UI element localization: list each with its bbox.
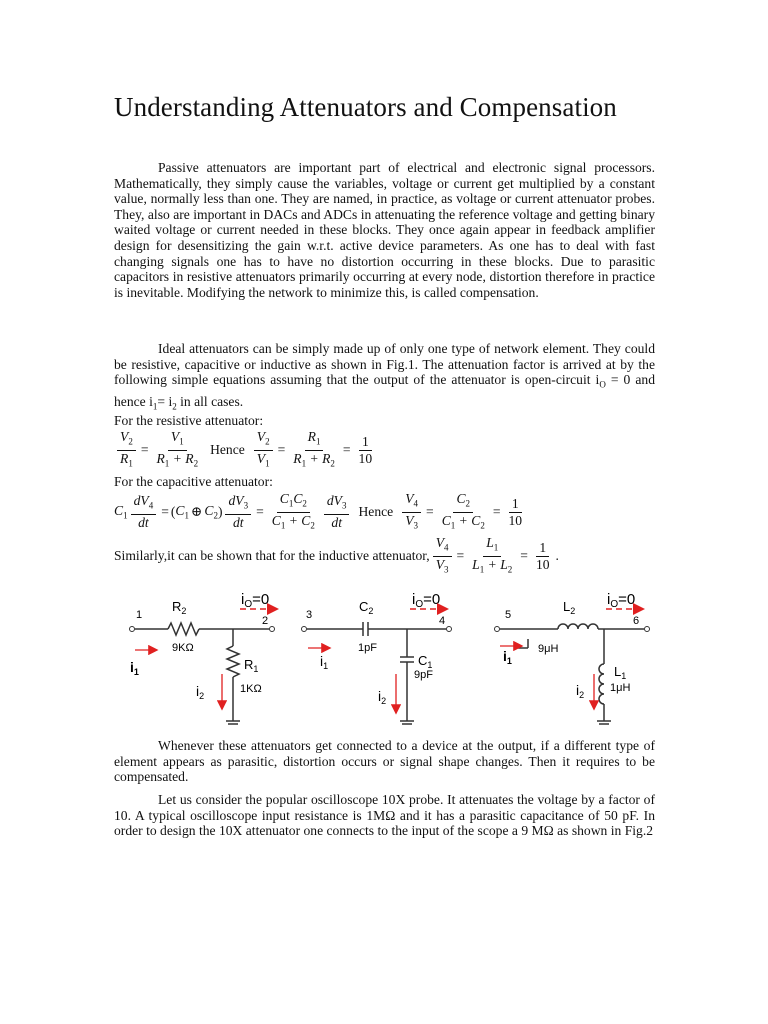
inductor-l2-icon <box>558 624 598 629</box>
resistor-r2-icon <box>168 623 199 635</box>
r1-value: 1KΩ <box>240 683 262 695</box>
resistive-label: For the resistive attenuator: <box>114 413 264 428</box>
inductive-equation: Similarly,it can be shown that for the inductive attenuator, $\frac{V_4}{V_3}$ = $\frac{L_1}{L_1 + L_2}$ = $\frac{1}{10}$ . <box>114 535 559 575</box>
i2-label-2: $i_2$ <box>378 688 387 706</box>
i2-label-3: $i_2$ <box>576 682 585 700</box>
resistor-r1-icon <box>227 646 239 677</box>
hence-text: Hence <box>210 442 245 458</box>
l1-label: $L_1$ <box>614 664 627 681</box>
l2-value: 9μH <box>538 643 559 655</box>
c2-value: 1pF <box>358 642 377 654</box>
l2-label: $L_2$ <box>563 599 576 616</box>
io-label-2: $i_O=0$ <box>412 591 441 610</box>
r2-label: $R_2$ <box>172 599 187 616</box>
i1-label: $i_1$ <box>130 659 139 677</box>
io-label-1: $i_O=0$ <box>241 591 270 610</box>
inductive-attenuator <box>495 591 650 724</box>
capacitive-equation: $C_1$ $\frac{dV_4}{dt}$ = ( $C_1$ ⊕ $C_2$ ) $\frac{dV_3}{dt}$ = $\frac{C_1C_2}{C_1 + C_2}$ $\frac{dV_3}{dt}$ Hence $\frac{V_4}{V_3}$ = $\frac{C_2}{C_1 + C_2}$ = $\frac{1}{10}$ <box>114 491 523 531</box>
r1-label: $R_1$ <box>244 657 259 674</box>
io-label-3: $i_O=0$ <box>607 591 636 610</box>
capacitive-label: For the capacitive attenuator: <box>114 474 273 489</box>
i1-label-3: $i_1$ <box>503 648 512 666</box>
r2-value: 9KΩ <box>172 642 194 654</box>
inductor-l1-icon <box>599 664 604 704</box>
paragraph-probe: Let us consider the popular oscilloscope 10X probe. It attenuates the voltage by a factor of 10. A typical oscilloscope input resistance is 1MΩ and it has a parasitic capacitance of 50 pF. In order to design the 10X attenuator one connects to the input of the scope a 9 MΩ as shown in Fig.2 <box>114 792 655 839</box>
capacitive-attenuator <box>302 591 452 724</box>
i2-label: $i_2$ <box>196 683 205 701</box>
paragraph-ideal: Ideal attenuators can be simply made up of only one type of network element. They could be resistive, capacitive or inductive as shown in Fig.1. The attenuation factor is arrived at by the following simple equations assuming that the output of the attenuator is open-circuit $i_O = 0$ and hence $i_1= i_2$ in all cases. <box>114 341 655 412</box>
paragraph-intro: Passive attenuators are important part of electrical and electronic signal processors. Mathematically, they simply cause the variables, voltage or current get multiplied by a constant value, normally less than one. They are named, in practice, as voltage or current attenuator probes. They, also are important in DACs and ADCs in attenuating the reference voltage and getting binary waited voltage or current needed in these blocks. They once again appear in feedback amplifier design for desensitizing the gain w.r.t. active device parameters. As one has to deal with fast changing signals one has to have no distortion occurring in these blocks. Due to parasitic capacitors in resistive attenuators primarily occurring at every node, distortion therefore in practice is inevitable. Modifying the network to minimize this, is called compensation. <box>114 160 655 300</box>
c1-label: $C_1$ <box>418 653 433 670</box>
c2-label: $C_2$ <box>359 599 374 616</box>
l1-value: 1μH <box>610 682 631 694</box>
node-4: 4 <box>439 615 446 627</box>
node-3: 3 <box>306 609 313 621</box>
figure1-circuits <box>110 584 670 734</box>
paragraph-compensation: Whenever these attenuators get connected to a device at the output, if a different type of element appears as parasitic, distortion occurs or signal shape changes. Then it requires to be compensated. <box>114 738 655 785</box>
page-title: Understanding Attenuators and Compensation <box>114 92 617 122</box>
hence-text-2: Hence <box>358 504 394 520</box>
resistive-equation: $\frac{V_2}{R_1}$ = $\frac{V_1}{R_1 + R_2}$ Hence $\frac{V_2}{V_1}$ = $\frac{R_1}{R_1 + R_2}$ = $\frac{1}{10}$ <box>114 430 378 470</box>
c1-value: 9pF <box>414 669 433 681</box>
node-6: 6 <box>633 615 640 627</box>
i1-label-2: $i_1$ <box>320 653 329 671</box>
resistive-attenuator <box>130 591 277 724</box>
node-1: 1 <box>136 609 143 621</box>
inductive-prefix: Similarly,it can be shown that for the inductive attenuator, <box>114 548 430 564</box>
node-2: 2 <box>262 615 269 627</box>
node-5: 5 <box>505 609 512 621</box>
